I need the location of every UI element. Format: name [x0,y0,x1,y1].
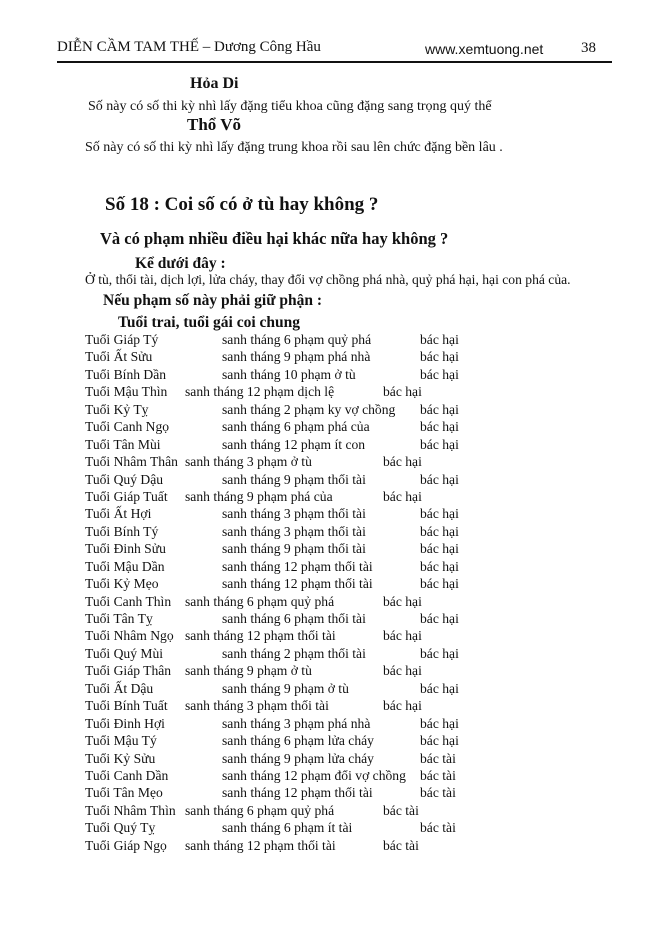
age-label: Tuổi Quý Mùi [85,645,164,661]
age-label: Tuổi Nhâm Ngọ [85,628,174,644]
birth-month-text: sanh tháng 12 phạm đổi vợ chồng [222,767,406,783]
result-text: bác hại [420,349,459,365]
result-text: bác hại [420,715,459,731]
result-text: bác tài [420,767,456,783]
result-text: bác hại [420,523,459,539]
birth-month-text: sanh tháng 3 phạm ở tù [185,454,312,470]
birth-month-text: sanh tháng 12 phạm thối tài [185,628,336,644]
age-row [0,454,661,471]
age-row [0,437,661,454]
age-row [0,419,661,436]
section-18-lead-in: Kể dưới đây : [135,255,226,272]
age-row [0,576,661,593]
result-text: bác hại [420,645,459,661]
result-text: bác tài [383,837,419,853]
birth-month-text: sanh tháng 12 phạm dịch lệ [185,384,335,400]
result-text: bác hại [420,611,459,626]
age-label: Tuổi Kỷ Mẹo [85,576,159,592]
age-row [0,838,661,855]
result-text: bác tài [420,785,456,801]
hoa-di-heading: Hỏa Di [190,75,239,92]
age-label: Tuổi Canh Ngọ [85,419,170,435]
age-label: Tuổi Đinh Hợi [85,715,165,731]
birth-month-text: sanh tháng 6 phạm quỷ phá [185,802,335,818]
age-label: Tuổi Mậu Thìn [85,384,168,400]
birth-month-text: sanh tháng 9 phạm thối tài [222,541,366,557]
hoa-di-body: Số này có số thi kỳ nhì lấy đặng tiểu khoa cũng đặng sang trọng quý thể [88,99,492,114]
birth-month-text: sanh tháng 12 phạm thối tài [222,785,373,801]
birth-month-text: sanh tháng 2 phạm ky vợ chồng [222,401,396,417]
birth-month-text: sanh tháng 12 phạm ít con [222,436,366,452]
birth-month-text: sanh tháng 6 phạm ít tài [222,820,353,836]
birth-month-text: sanh tháng 6 phạm quỷ phá [222,332,372,347]
age-row [0,698,661,715]
birth-month-text: sanh tháng 12 phạm thối tài [222,558,373,574]
section-18-note: Nếu phạm số này phải giữ phận : [103,292,323,309]
age-row [0,332,661,349]
birth-month-text: sanh tháng 3 phạm phá nhà [222,715,371,731]
birth-month-text: sanh tháng 9 phạm thối tài [222,471,366,487]
age-row [0,768,661,785]
age-label: Tuổi Ất Dậu [85,680,154,696]
age-label: Tuổi Mậu Dần [85,558,165,574]
age-row [0,367,661,384]
age-label: Tuổi Bính Tý [85,523,159,539]
birth-month-text: sanh tháng 12 phạm thối tài [222,576,373,592]
age-row [0,681,661,698]
age-label: Tuổi Canh Thìn [85,593,172,609]
age-label: Tuổi Tân Tỵ [85,611,153,626]
age-row [0,489,661,506]
result-text: bác hại [420,332,459,347]
section-18-subtitle: Và có phạm nhiều điều hại khác nữa hay không ? [100,229,449,248]
age-row [0,524,661,541]
age-label: Tuổi Ất Hợi [85,506,152,522]
result-text: bác hại [420,558,459,574]
result-text: bác hại [420,419,459,435]
result-text: bác hại [383,628,422,644]
result-text: bác hại [420,436,459,452]
birth-month-text: sanh tháng 6 phạm lửa cháy [222,733,374,749]
result-text: bác tài [420,820,456,836]
birth-month-text: sanh tháng 10 phạm ở tù [222,366,356,382]
age-label: Tuổi Tân Mẹo [85,785,163,801]
age-row [0,611,661,628]
age-row [0,594,661,611]
age-row [0,402,661,419]
age-row [0,384,661,401]
age-label: Tuổi Giáp Thân [85,663,172,679]
result-text: bác hại [383,593,422,609]
age-row [0,472,661,489]
result-text: bác hại [383,384,422,400]
result-text: bác hại [420,366,459,382]
age-label: Tuổi Nhâm Thân [85,454,178,470]
age-row [0,349,661,366]
age-row [0,628,661,645]
age-row [0,803,661,820]
birth-month-text: sanh tháng 3 phạm thối tài [222,506,366,522]
result-text: bác hại [383,488,422,504]
age-row [0,820,661,837]
birth-month-text: sanh tháng 9 phạm ở tù [185,663,312,679]
age-label: Tuổi Giáp Ngọ [85,837,167,853]
age-label: Tuổi Kỷ Sửu [85,750,156,766]
header-website-link[interactable]: www.xemtuong.net [425,41,544,57]
header-divider [57,61,612,63]
tho-vo-heading: Thổ Võ [187,115,242,134]
header-page-number: 38 [581,40,596,56]
result-text: bác tài [383,802,419,818]
result-text: bác hại [420,541,459,557]
section-18-description: Ở tù, thổi tài, dịch lợi, lửa cháy, thay đổi vợ chồng phá nhà, quỷ phá hại, hại con phá của. [85,272,571,287]
age-label: Tuổi Bính Tuất [85,698,168,714]
age-label: Tuổi Tân Mùi [85,436,161,452]
result-text: bác hại [420,576,459,592]
result-text: bác hại [420,733,459,749]
birth-month-text: sanh tháng 3 phạm thối tài [185,698,329,714]
tho-vo-body: Số này có số thi kỳ nhì lấy đặng trung khoa rồi sau lên chức đặng bền lâu . [85,140,503,155]
result-text: bác hại [383,454,422,470]
age-row [0,506,661,523]
result-text: bác hại [383,698,422,714]
birth-month-text: sanh tháng 9 phạm lửa cháy [222,750,374,766]
age-row [0,733,661,750]
age-label: Tuổi Canh Dần [85,767,169,783]
birth-month-text: sanh tháng 6 phạm phá của [222,419,370,435]
age-label: Tuổi Mậu Tý [85,733,157,749]
birth-month-text: sanh tháng 3 phạm thối tài [222,523,366,539]
birth-month-text: sanh tháng 9 phạm phá của [185,488,333,504]
age-row [0,716,661,733]
age-label: Tuổi Ất Sửu [85,349,153,365]
age-list-heading: Tuổi trai, tuổi gái coi chung [118,314,301,331]
result-text: bác hại [420,680,459,696]
result-text: bác tài [420,750,456,766]
age-row [0,541,661,558]
age-label: Tuổi Bính Dần [85,366,167,382]
result-text: bác hại [420,506,459,522]
age-list [0,332,661,855]
age-label: Tuổi Quý Dậu [85,471,164,487]
age-row [0,663,661,680]
birth-month-text: sanh tháng 9 phạm phá nhà [222,349,371,365]
result-text: bác hại [383,663,422,679]
section-18-title: Số 18 : Coi số có ở tù hay không ? [105,194,379,215]
result-text: bác hại [420,471,459,487]
result-text: bác hại [420,401,459,417]
birth-month-text: sanh tháng 6 phạm thối tài [222,611,366,626]
age-label: Tuổi Giáp Tý [85,332,159,347]
age-label: Tuổi Đinh Sửu [85,541,166,557]
age-label: Tuổi Quý Tỵ [85,820,156,836]
birth-month-text: sanh tháng 9 phạm ở tù [222,680,349,696]
age-label: Tuổi Nhâm Thìn [85,802,176,818]
age-label: Tuổi Giáp Tuất [85,488,168,504]
birth-month-text: sanh tháng 12 phạm thối tài [185,837,336,853]
age-label: Tuổi Kỷ Tỵ [85,401,149,417]
birth-month-text: sanh tháng 6 phạm quỷ phá [185,593,335,609]
age-row [0,646,661,663]
age-row [0,559,661,576]
age-row [0,751,661,768]
header-book-title: DIỄN CẦM TAM THẾ – Dương Công Hầu [57,39,321,55]
birth-month-text: sanh tháng 2 phạm thối tài [222,645,366,661]
age-row [0,785,661,802]
